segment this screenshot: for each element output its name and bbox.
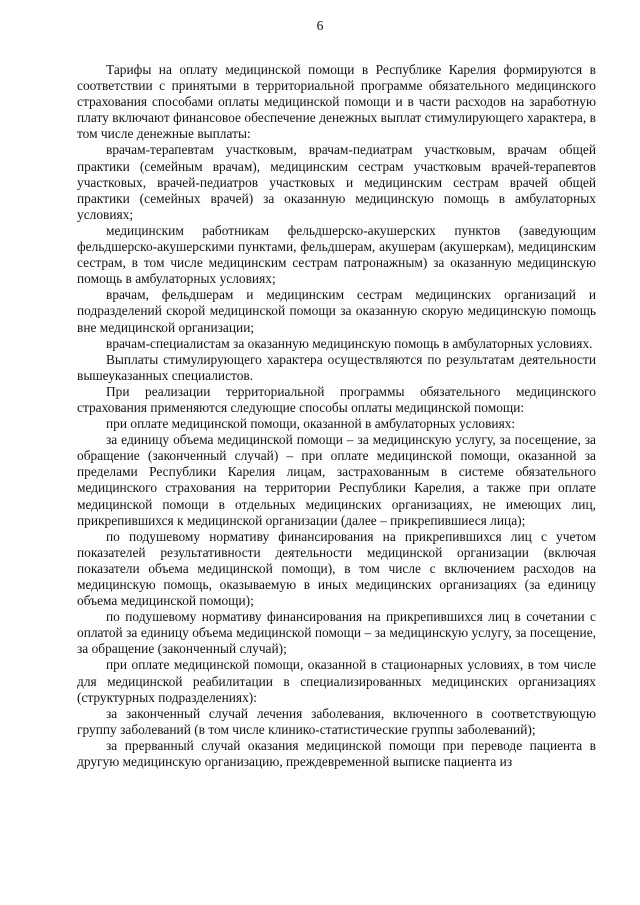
paragraph: врачам, фельдшерам и медицинским сестрам медицинских организаций и подразделений скорой медицинской помощи за оказанную скорую медицинскую помощь вне медицинской организации; — [77, 287, 596, 335]
paragraph: при оплате медицинской помощи, оказанной в амбулаторных условиях: — [106, 416, 516, 432]
paragraph: за законченный случай лечения заболевания, включенного в соответствующую группу заболеваний (в том числе клинико-статистические группы заболеваний); — [77, 705, 596, 737]
paragraph: врачам-терапевтам участковым, врачам-педиатрам участковым, врачам общей практики (семейным врачам), медицинским сестрам участковым врачей-терапевтов участковых, врачей-педиатров участковых и медицинским сестрам врачей общей практики (семейных врачей) за оказанную медицинскую помощь в амбулаторных условиях; — [77, 142, 596, 222]
paragraph: медицинским работникам фельдшерско-акушерских пунктов (заведующим фельдшерско-акушерскими пунктами, фельдшерам, акушерам (акушеркам), медицинским сестрам, в том числе медицинским сестрам патронажным) за оказанную медицинскую помощь в амбулаторных условиях; — [77, 222, 596, 287]
paragraph: При реализации территориальной программы обязательного медицинского страхования применяются следующие способы оплаты медицинской помощи: — [77, 383, 596, 415]
paragraph: за прерванный случай оказания медицинской помощи при переводе пациента в другую медицинскую организацию, преждевременной выписке пациента из — [77, 737, 596, 770]
paragraph: при оплате медицинской помощи, оказанной в стационарных условиях, в том числе для медицинской реабилитации в специализированных медицинских организациях (структурных подразделениях): — [77, 657, 596, 705]
paragraph: врачам-специалистам за оказанную медицинскую помощь в амбулаторных условиях. — [106, 335, 593, 351]
document-body — [77, 62, 596, 770]
paragraph: Выплаты стимулирующего характера осуществляются по результатам деятельности вышеуказанных специалистов. — [77, 351, 596, 383]
page-number: 6 — [316, 18, 324, 33]
paragraph: Тарифы на оплату медицинской помощи в Республике Карелия формируются в соответствии с принятыми в территориальной программе обязательного медицинского страхования способами оплаты медицинской помощи и в части расходов на заработную плату включают финансовое обеспечение денежных выплат стимулирующего характера, в том числе денежные выплаты: — [77, 62, 596, 142]
paragraph: по подушевому нормативу финансирования на прикрепившихся лиц с учетом показателей результативности деятельности медицинской организации (включая показатели объема медицинской помощи), в том числе с включением расходов на медицинскую помощь, оказываемую в иных медицинских организациях (за единицу объема медицинской помощи); — [77, 528, 596, 609]
paragraph: по подушевому нормативу финансирования на прикрепившихся лиц в сочетании с оплатой за единицу объема медицинской помощи – за медицинскую услугу, за посещение, за обращение (законченный случай); — [77, 609, 596, 657]
paragraph: за единицу объема медицинской помощи – за медицинскую услугу, за посещение, за обращение (законченный случай) – при оплате медицинской помощи, оказанной за пределами Республики Карелия лицам, застрахованным в системе обязательного медицинского страхования на территории Республики Карелия, а также при оплате медицинской помощи в отдельных медицинских организациях, не имеющих лиц, прикрепившихся к медицинской организации (далее – прикрепившиеся лица); — [77, 432, 596, 528]
